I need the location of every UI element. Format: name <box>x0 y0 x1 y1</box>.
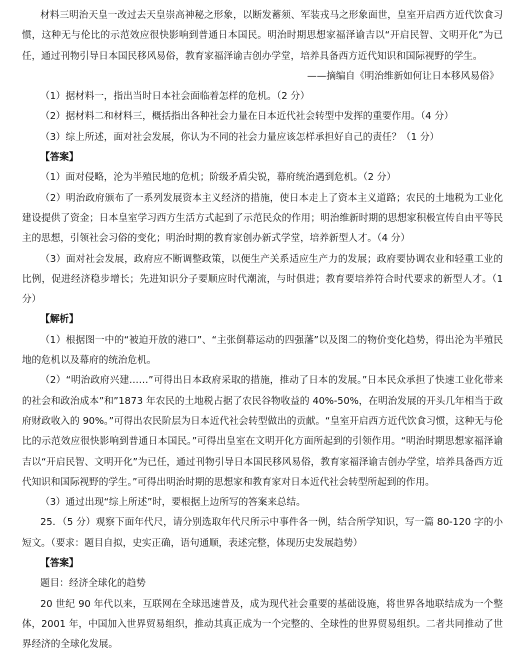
analysis-heading: 【解析】 <box>40 314 79 326</box>
source-citation: ——摘编自《明治维新如何让日本移风易俗》 <box>307 70 499 82</box>
answer-heading: 【答案】 <box>40 152 79 164</box>
answer-2: （2）明治政府颁布了一系列发展资本主义经济的措施，使日本走上了资本主义道路；农民的土地税为工业化建设提供了资金；日本皇室学习西方生活方式起到了示范民众的作用；明治维新时期的思想家积极宣传自由平等民主的思想，引领社会习俗的变化；明治时期的教育家创办新式学堂，培养新型人才。（4 分） <box>22 192 503 245</box>
analysis-3: （3）通过出现“综上所述”时，要根据上边所写的答案来总结。 <box>40 497 306 509</box>
essay-title: 题目：经济全球化的趋势 <box>40 578 146 590</box>
answer-heading-2: 【答案】 <box>40 558 79 570</box>
question-1: （1）据材料一，指出当时日本社会面临着怎样的危机。（2 分） <box>40 91 310 103</box>
answer-3: （3）面对社会发展，政府应不断调整政策，以便生产关系适应生产力的发展；政府要协调农业和轻重工业的比例，促进经济稳步增长；先进知识分子要顺应时代潮流，与时俱进；教育要培养符合时代要求的新型人才。（1 分） <box>22 253 503 306</box>
analysis-2: （2）“明治政府兴建……”可得出日本政府采取的措施，推动了日本的发展。”日本民众承担了快速工业化带来的社会和政治成本”和”1873 年农民的土地税占据了农民谷物收益的 40%-50%，在明治发展的开头几年相当于政府财政收入的 90%。”可得出农民阶层为日本近代社会转型做出的贡献。“皇室开启西方近代饮食习惯，这种无与伦比的示范效应很快影响到普通日本国民。”可得出皇室在文明开化方面所起到的引领作用。“明治时期思想家福泽谕吉以“开启民智、文明开化”为已任，通过刊物引导日本国民移风易俗，教育家福泽谕吉创办学堂，培养具备西方近代知识和国际视野的学生。”可得出明治时期的思想家和教育家对日本近代社会转型所起到的作用。 <box>22 375 503 488</box>
question-2: （2）据材料二和材料三，概括指出各种社会力量在日本近代社会转型中发挥的重要作用。（4 分） <box>40 111 454 123</box>
question-3: （3）综上所述，面对社会发展，你认为不同的社会力量应该怎样承担好自己的责任？（1 分） <box>40 131 440 143</box>
analysis-1: （1）根据图一中的“被迫开放的港口”、“主张倒幕运动的四强藩”以及图二的物价变化趋势，得出沦为半殖民地的危机以及幕府的统治危机。 <box>22 334 503 367</box>
answer-1: （1）面对侵略，沦为半殖民地的危机；阶级矛盾尖锐，幕府统治遇到危机。（2 分） <box>40 172 397 184</box>
material-three-paragraph: 材料三明治天皇一改过去天皇崇高神秘之形象，以断发蓄须、军装戎马之形象面世，皇室开启西方近代饮食习惯，这种无与伦比的示范效应很快影响到普通日本国民。明治时期思想家福泽谕吉以“开启民智、文明开化”为已任，通过刊物引导日本国民移风易俗，教育家福泽谕吉创办学堂，培养具备西方近代知识和国际视野的学生。 <box>22 10 503 62</box>
question-25: 25．（5 分）观察下面年代尺，请分别选取年代尺所示中事件各一例，结合所学知识，写一篇 80-120 字的小短文。（要求：题目自拟，史实正确，语句通顺，表述完整，体现历史发展趋势） <box>22 517 503 549</box>
essay-body: 20 世纪 90 年代以来，互联网在全球迅速普及，成为现代社会重要的基础设施，将世界各地联结成为一个整体，2001 年，中国加入世界贸易组织，推动其真正成为一个完整的、全球性的世界贸易组织。二者共同推动了世界经济的全球化发展。 <box>22 598 503 651</box>
